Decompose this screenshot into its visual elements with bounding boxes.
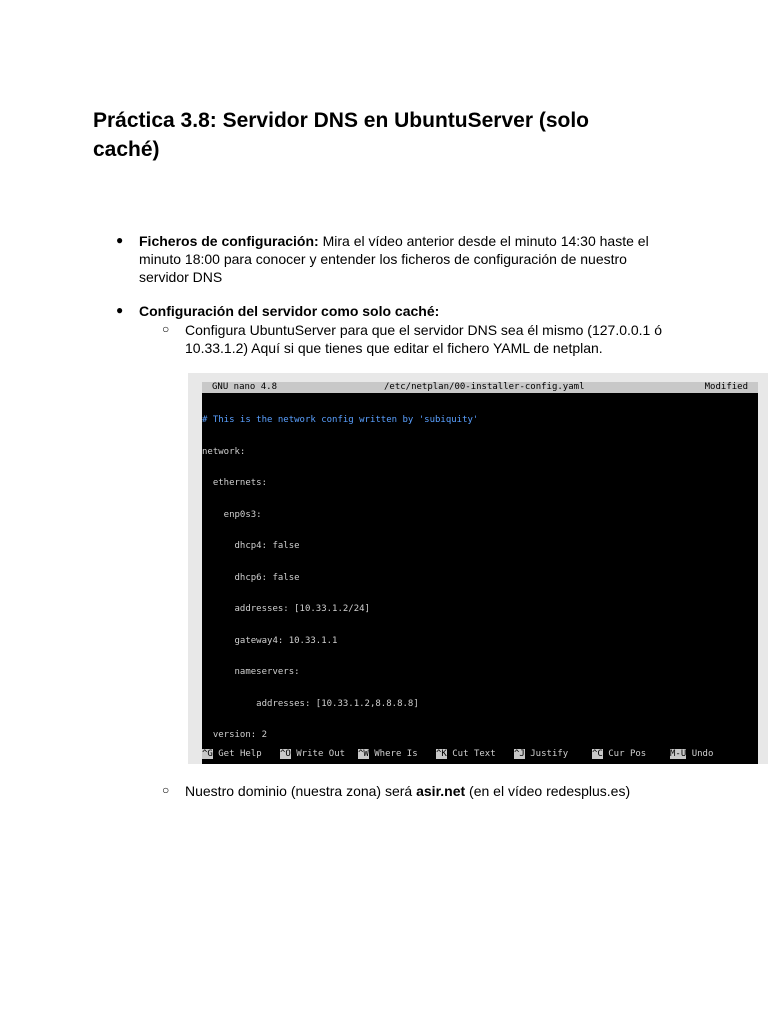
code-line: dhcp6: false — [202, 572, 300, 583]
terminal-screenshot — [188, 373, 768, 764]
code-line: network: — [202, 446, 246, 457]
shortcut-justify: ^J Justify — [514, 749, 569, 759]
shortcut-undo: M-U Undo — [670, 749, 714, 759]
domain-name: asir.net — [416, 783, 466, 799]
shortcut-get-help: ^G Get Help — [202, 749, 262, 759]
nano-editor — [202, 382, 758, 764]
nano-filename: /etc/netplan/00-installer-config.yaml — [384, 382, 585, 392]
code-line: dhcp4: false — [202, 541, 300, 551]
nano-title-bar — [202, 382, 758, 393]
list-item-config-files — [139, 232, 669, 286]
list-item-cache-config — [139, 302, 669, 320]
shortcut-write-out: ^O Write Out — [280, 749, 346, 759]
code-line: gateway4: 10.33.1.1 — [202, 635, 338, 646]
bullet-dot: ● — [116, 303, 124, 317]
shortcut-where-is: ^W Where Is — [358, 749, 418, 759]
nano-status: Modified — [704, 382, 748, 392]
page-title: Práctica 3.8: Servidor DNS en UbuntuServer (solo caché) — [93, 109, 589, 161]
sub-bullet-circle: ○ — [162, 322, 170, 336]
shortcut-cur-pos: ^C Cur Pos — [592, 749, 647, 759]
list-item-label: Ficheros de configuración: — [139, 233, 319, 249]
list-item-text: Mira el vídeo anterior desde el minuto 14:30 haste el minuto 18:00 para conocer y entender los ficheros de configuración de nuestro servidor DNS — [139, 233, 649, 285]
code-line: addresses: [10.33.1.2,8.8.8.8] — [202, 698, 419, 709]
code-line: addresses: [10.33.1.2/24] — [202, 604, 370, 614]
code-line: ethernets: — [202, 478, 268, 488]
yaml-content — [202, 394, 478, 762]
sub-bullet-circle: ○ — [162, 783, 170, 797]
code-line: nameservers: — [202, 667, 300, 677]
code-line: version: 2 — [202, 730, 268, 740]
nano-shortcut-bar — [202, 749, 758, 764]
code-line: # This is the network config written by 'subiquity' — [202, 415, 479, 425]
bullet-dot: ● — [116, 233, 124, 247]
nano-version: GNU nano 4.8 — [212, 382, 278, 392]
shortcut-cut-text: ^K Cut Text — [436, 749, 496, 759]
list-item-label: Configuración del servidor como solo caché: — [139, 303, 440, 319]
sub-item-domain — [185, 782, 665, 800]
sub-item-text: Configura UbuntuServer para que el servidor DNS sea él mismo (127.0.0.1 ó 10.33.1.2) Aquí si que tienes que editar el fichero YAML de netplan. — [185, 322, 663, 356]
sub-item-configure — [185, 321, 665, 357]
code-line: enp0s3: — [202, 509, 262, 520]
sub-item-text: Nuestro dominio (nuestra zona) será — [185, 783, 417, 799]
sub-item-text: (en el vídeo redesplus.es) — [465, 783, 631, 799]
